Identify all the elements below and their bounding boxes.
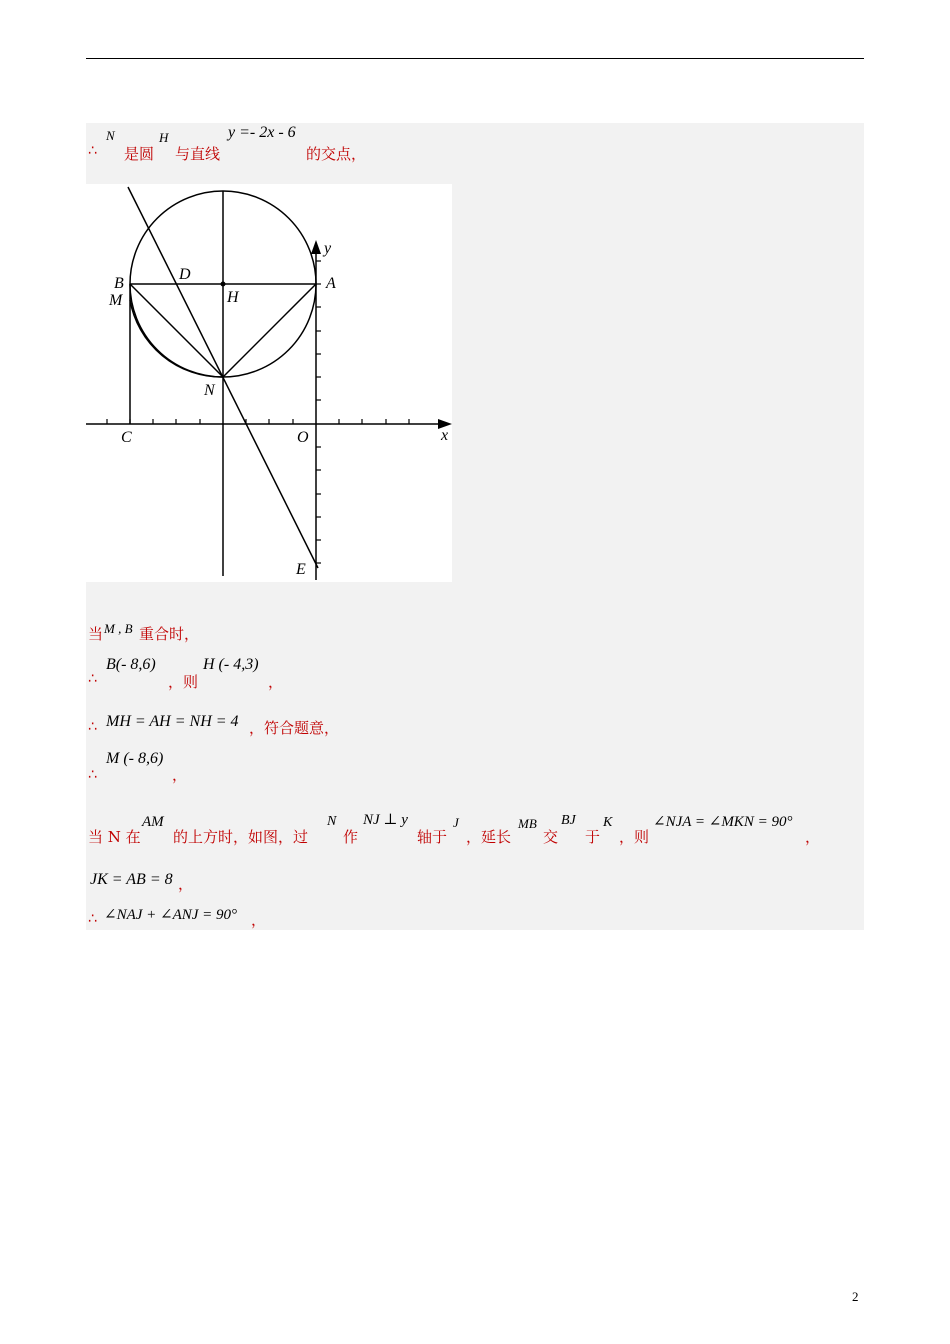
label-b: B xyxy=(114,275,124,292)
text-when: 当 xyxy=(88,625,104,643)
label-e: E xyxy=(296,561,306,578)
comma: ， xyxy=(268,673,284,691)
geometry-figure xyxy=(86,184,452,582)
points-mb: M , B xyxy=(104,621,133,636)
coord-m: M (- 8,6) xyxy=(106,750,164,767)
text-then: ，则 xyxy=(168,673,199,691)
var-h: H xyxy=(159,130,169,145)
header-rule xyxy=(86,58,864,59)
text-draw: 作 xyxy=(343,828,359,846)
label-h: H xyxy=(227,289,239,306)
point-h xyxy=(221,282,226,287)
segment-mb: MB xyxy=(518,816,537,831)
jk-equals-ab: JK = AB = 8 xyxy=(90,871,173,888)
comma: ， xyxy=(172,766,188,784)
text-extend: ，延长 xyxy=(466,828,512,846)
text-with-line: 与直线 xyxy=(175,145,221,163)
text-at: 于 xyxy=(585,828,601,846)
therefore-symbol: ∴ xyxy=(88,719,97,735)
text-intersect: 交 xyxy=(543,828,559,846)
arc-mn xyxy=(130,300,223,377)
comma: ， xyxy=(805,828,821,846)
comma: ， xyxy=(178,875,194,893)
therefore-symbol: ∴ xyxy=(88,143,97,159)
var-n: N xyxy=(106,128,115,143)
segment-am: AM xyxy=(142,814,164,830)
page-number: 2 xyxy=(852,1289,859,1304)
text-coincide: 重合时， xyxy=(139,625,200,643)
angle-sum: ∠NAJ + ∠ANJ = 90° xyxy=(104,907,238,923)
segment-bj: BJ xyxy=(561,813,576,828)
line-equation: y =- 2x - 6 xyxy=(228,124,296,141)
label-x: x xyxy=(441,427,449,444)
text-case-above: 当 N 在 xyxy=(88,828,141,846)
var-j: J xyxy=(453,815,459,830)
segment-bn xyxy=(130,284,223,377)
comma: ， xyxy=(251,911,267,929)
text-above-figure: 的上方时，如图，过 xyxy=(173,828,309,846)
var-n: N xyxy=(327,814,337,829)
coord-h: H (- 4,3) xyxy=(203,656,259,673)
var-k: K xyxy=(603,815,613,830)
therefore-symbol: ∴ xyxy=(88,671,97,687)
label-n: N xyxy=(204,382,215,399)
label-a: A xyxy=(326,275,336,292)
text-axis-at: 轴于 xyxy=(417,828,448,846)
equal-radii: MH = AH = NH = 4 xyxy=(106,713,239,730)
perp-nj-y: NJ ⊥ y xyxy=(363,812,408,828)
text-intersection: 的交点， xyxy=(306,145,367,163)
coord-b: B(- 8,6) xyxy=(106,656,156,673)
label-d: D xyxy=(179,266,191,283)
label-m: M xyxy=(109,292,123,309)
label-c: C xyxy=(121,429,132,446)
right-angles: ∠NJA = ∠MKN = 90° xyxy=(653,814,793,830)
text-then: ，则 xyxy=(619,828,650,846)
therefore-symbol: ∴ xyxy=(88,911,97,927)
label-y: y xyxy=(324,240,332,257)
text-is-circle: 是圆 xyxy=(124,145,155,163)
text-valid: ，符合题意， xyxy=(249,719,340,737)
y-axis-arrow xyxy=(311,240,321,254)
label-o: O xyxy=(297,429,309,446)
therefore-symbol: ∴ xyxy=(88,767,97,783)
